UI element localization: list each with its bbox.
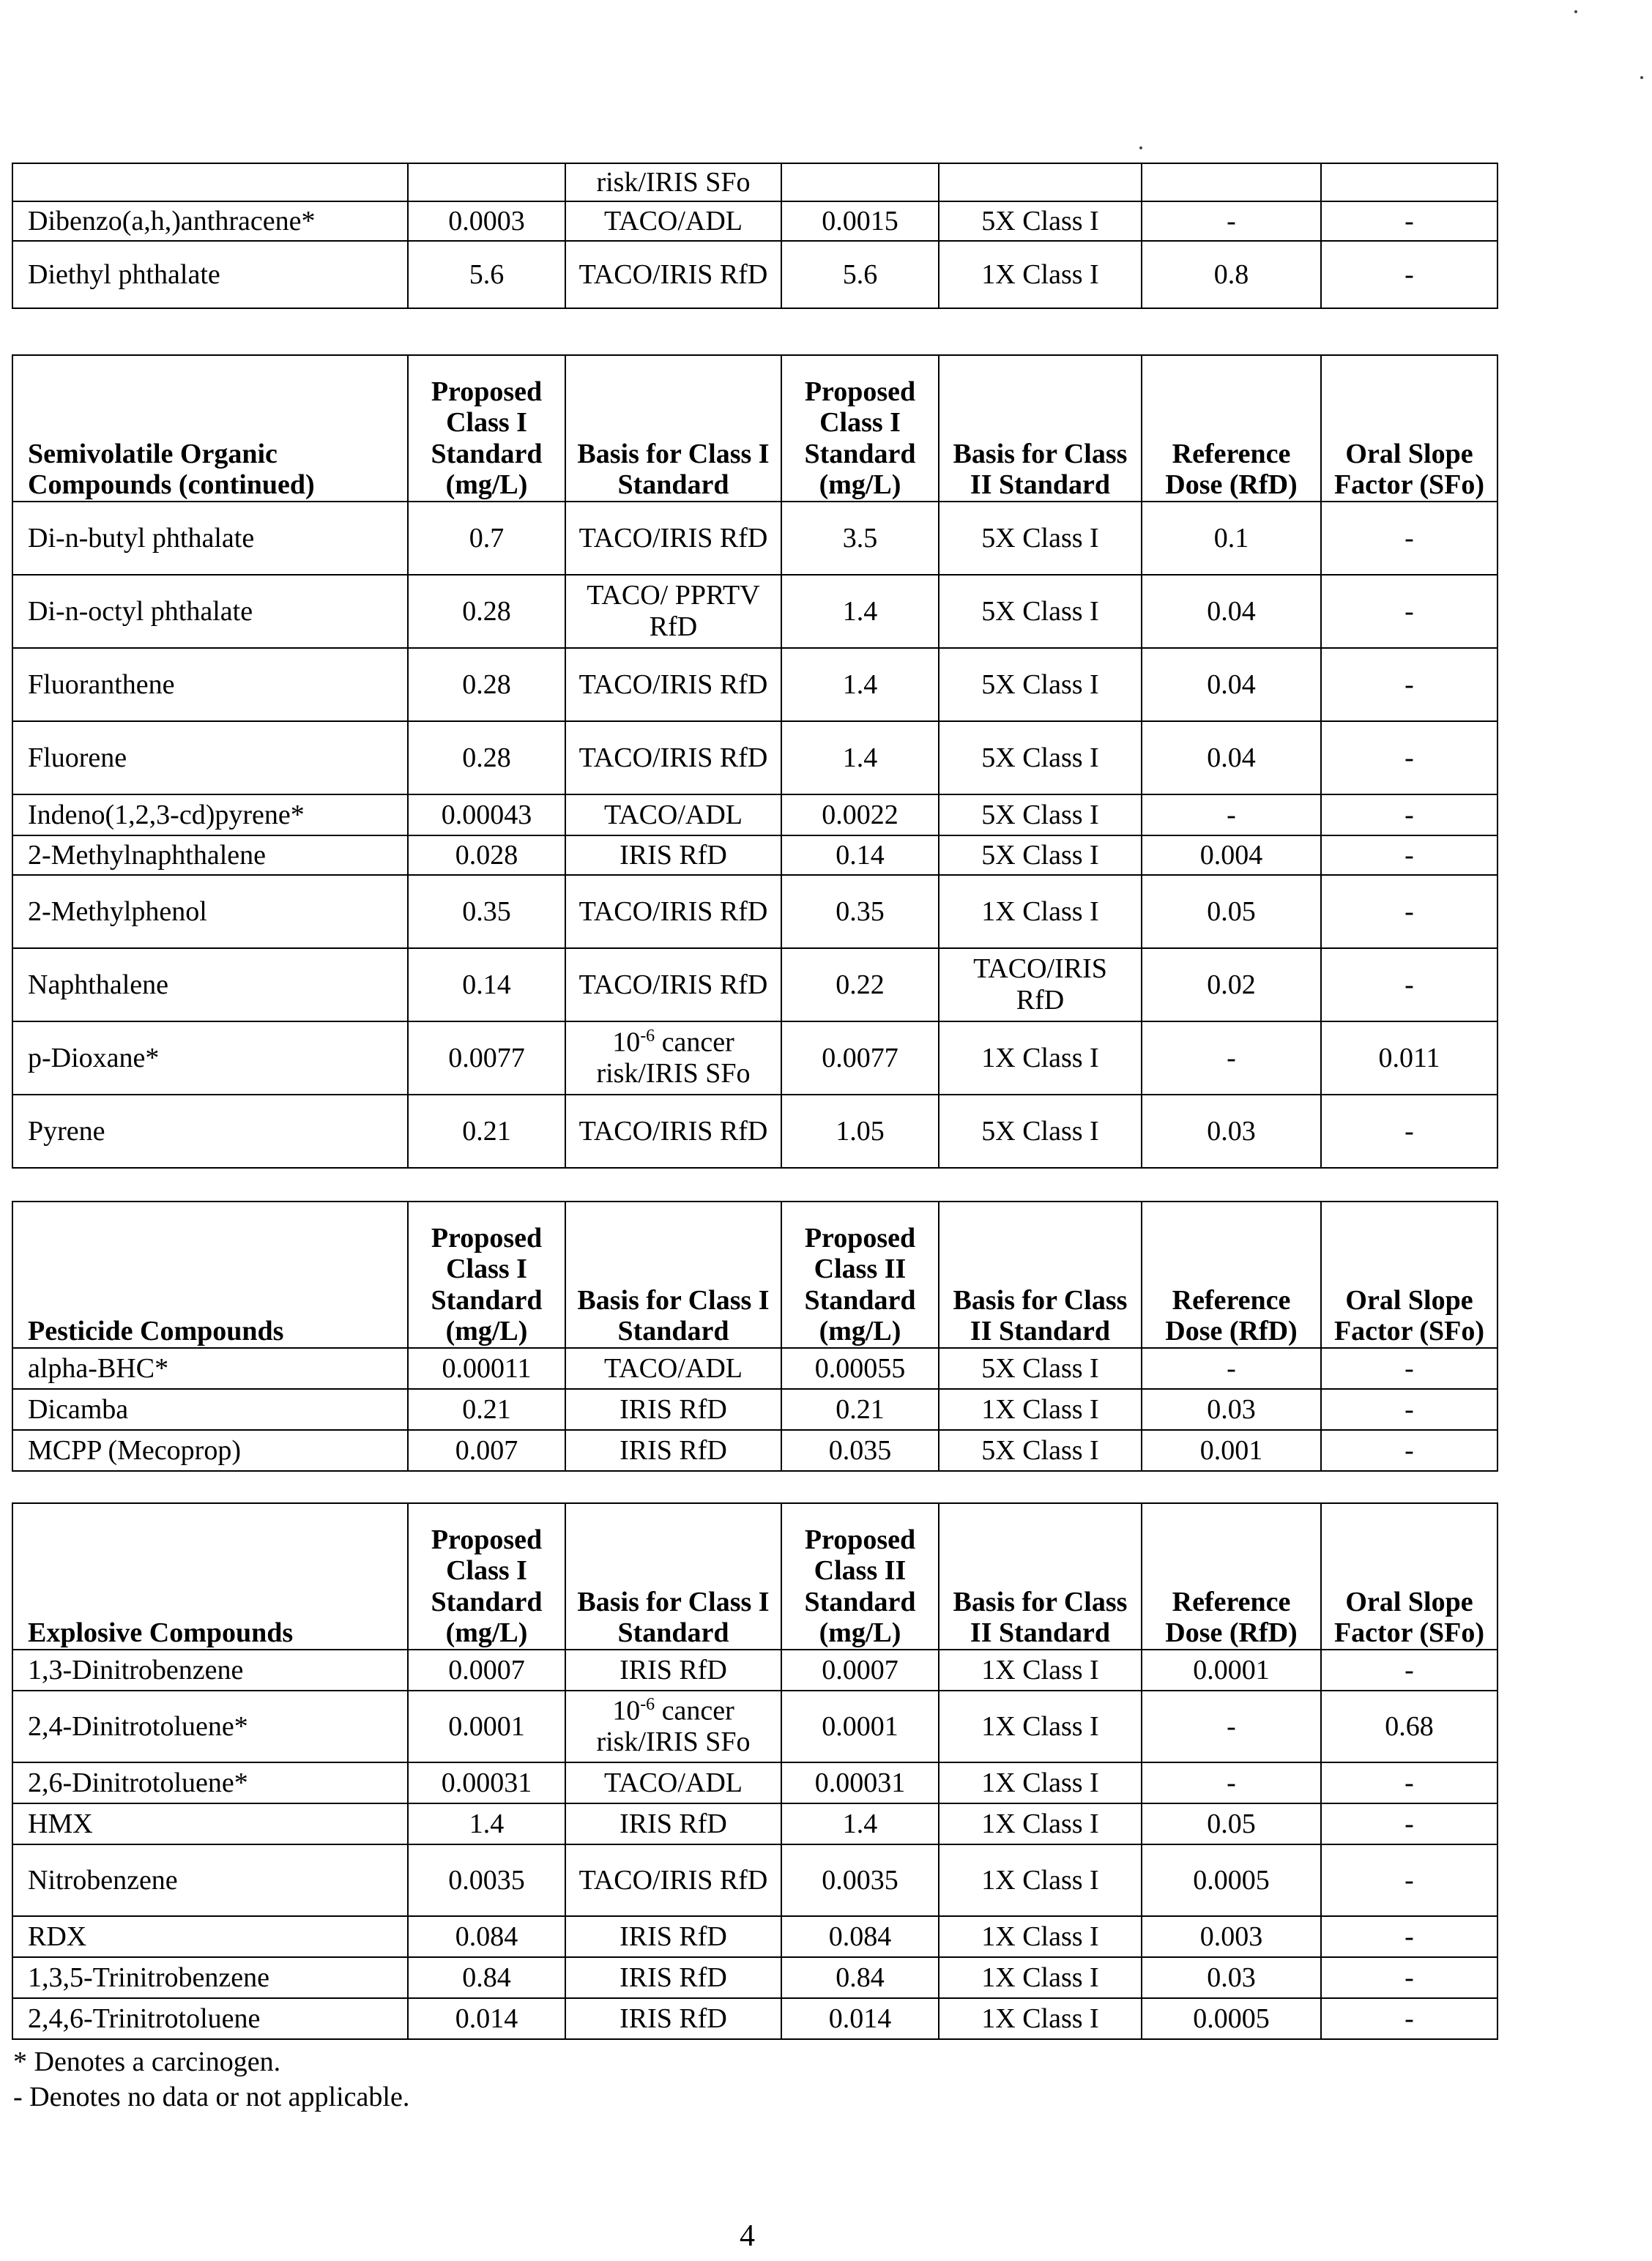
value-cell: - [1321,875,1497,948]
value-cell: 0.0005 [1142,1844,1321,1916]
value-cell [1142,163,1321,201]
semivolatile-body [12,502,1497,1168]
value-cell: 0.001 [1142,1430,1321,1471]
value-cell: IRIS RfD [565,1916,781,1957]
column-header: Proposed Class II Standard (mg/L) [781,1503,939,1650]
pesticide-compounds-table [12,1201,1498,1472]
value-cell: 0.14 [781,835,939,875]
column-header: Oral Slope Factor (SFo) [1321,1202,1497,1348]
value-cell: 5.6 [408,241,565,308]
column-header: Basis for Class I Standard [565,1202,781,1348]
compound-name-cell: Fluorene [12,721,408,794]
column-header: Basis for Class I Standard [565,355,781,502]
value-cell: 5X Class I [939,835,1142,875]
value-cell: 0.014 [408,1998,565,2039]
semivolatile-header [12,355,1497,502]
value-cell [781,163,939,201]
column-header: Reference Dose (RfD) [1142,355,1321,502]
table-row [12,575,1497,648]
table-row [12,163,1497,201]
compound-name-cell: 2,6-Dinitrotoluene* [12,1762,408,1803]
value-cell: 0.0001 [408,1691,565,1762]
value-cell: 1X Class I [939,1803,1142,1844]
table-row [12,1348,1497,1389]
compound-name-cell: 1,3,5-Trinitrobenzene [12,1957,408,1998]
value-cell: 1X Class I [939,1691,1142,1762]
value-cell: 1.4 [781,575,939,648]
compound-name-cell: Indeno(1,2,3-cd)pyrene* [12,794,408,835]
compound-name-cell: 2,4-Dinitrotoluene* [12,1691,408,1762]
top-table-body [12,163,1497,308]
value-cell: - [1142,201,1321,241]
value-cell [1321,163,1497,201]
value-cell: 0.0001 [1142,1650,1321,1691]
compound-name-cell: p-Dioxane* [12,1021,408,1095]
value-cell: 1.4 [408,1803,565,1844]
value-cell: 0.014 [781,1998,939,2039]
value-cell: - [1321,1389,1497,1430]
table-row [12,1957,1497,1998]
value-cell: 0.84 [781,1957,939,1998]
value-cell: 0.011 [1321,1021,1497,1095]
value-cell: - [1321,1957,1497,1998]
value-cell: 0.0007 [408,1650,565,1691]
column-header: Oral Slope Factor (SFo) [1321,355,1497,502]
value-cell: - [1321,575,1497,648]
value-cell: - [1321,721,1497,794]
value-cell: - [1321,201,1497,241]
value-cell: 0.028 [408,835,565,875]
table-row [12,1998,1497,2039]
value-cell: TACO/IRIS RfD [565,875,781,948]
column-header: Reference Dose (RfD) [1142,1202,1321,1348]
value-cell: 0.21 [408,1095,565,1168]
header-row [12,355,1497,502]
value-cell: 5X Class I [939,201,1142,241]
value-cell: - [1321,1348,1497,1389]
value-cell [408,163,565,201]
value-cell: 1X Class I [939,1844,1142,1916]
value-cell: $10^{-6}$ cancer risk/IRIS SFo [565,1021,781,1095]
compound-name-cell: Dicamba [12,1389,408,1430]
value-cell: 1X Class I [939,1650,1142,1691]
value-cell: IRIS RfD [565,1998,781,2039]
value-cell: 0.0007 [781,1650,939,1691]
value-cell: TACO/IRIS RfD [565,721,781,794]
value-cell: 1X Class I [939,241,1142,308]
value-cell: 0.22 [781,948,939,1021]
value-cell: 0.7 [408,502,565,575]
value-cell: 1.4 [781,648,939,721]
value-cell: IRIS RfD [565,1430,781,1471]
compound-name-cell: Pyrene [12,1095,408,1168]
value-cell: - [1321,1650,1497,1691]
value-cell: - [1321,1998,1497,2039]
value-cell: 0.21 [408,1389,565,1430]
table-row [12,794,1497,835]
column-header: Basis for Class I Standard [565,1503,781,1650]
compound-name-cell [12,163,408,201]
value-cell: - [1321,948,1497,1021]
value-cell: 0.04 [1142,721,1321,794]
value-cell: 0.0077 [781,1021,939,1095]
value-cell: 0.8 [1142,241,1321,308]
value-cell: - [1321,1916,1497,1957]
table-row [12,1430,1497,1471]
table-row [12,1916,1497,1957]
column-header: Proposed Class I Standard (mg/L) [781,355,939,502]
pesticide-body [12,1348,1497,1471]
footnote-no-data: - Denotes no data or not applicable. [13,2082,410,2112]
value-cell: 0.1 [1142,502,1321,575]
page-number: 4 [740,2219,755,2253]
table-row [12,721,1497,794]
column-header: Basis for Class II Standard [939,1503,1142,1650]
value-cell: - [1142,1762,1321,1803]
compound-name-cell: 2-Methylnaphthalene [12,835,408,875]
value-cell: - [1142,1691,1321,1762]
value-cell: IRIS RfD [565,1389,781,1430]
value-cell: 0.0022 [781,794,939,835]
value-cell: 5X Class I [939,794,1142,835]
column-header: Basis for Class II Standard [939,355,1142,502]
column-header: Proposed Class I Standard (mg/L) [408,355,565,502]
value-cell: 0.05 [1142,875,1321,948]
value-cell: - [1142,1348,1321,1389]
value-cell: 0.84 [408,1957,565,1998]
value-cell: 1.05 [781,1095,939,1168]
value-cell: 5X Class I [939,502,1142,575]
value-cell: IRIS RfD [565,835,781,875]
table-row [12,875,1497,948]
value-cell: 5X Class I [939,1095,1142,1168]
value-cell: TACO/ADL [565,1348,781,1389]
value-cell: 0.00031 [781,1762,939,1803]
table-row [12,1844,1497,1916]
compound-name-cell: Nitrobenzene [12,1844,408,1916]
pesticide-header [12,1202,1497,1348]
value-cell: 0.0035 [408,1844,565,1916]
value-cell [939,163,1142,201]
value-cell: 1X Class I [939,1021,1142,1095]
value-cell: 0.14 [408,948,565,1021]
value-cell: TACO/IRIS RfD [565,1844,781,1916]
compound-name-cell: Dibenzo(a,h,)anthracene* [12,201,408,241]
scan-speck [1640,76,1643,79]
value-cell: 0.0001 [781,1691,939,1762]
value-cell: - [1321,1803,1497,1844]
value-cell: - [1321,835,1497,875]
value-cell: - [1321,502,1497,575]
value-cell: TACO/IRIS RfD [565,502,781,575]
value-cell: 1X Class I [939,1957,1142,1998]
value-cell: $10^{-6}$ cancer risk/IRIS SFo [565,1691,781,1762]
compound-name-cell: MCPP (Mecoprop) [12,1430,408,1471]
value-cell: TACO/IRIS RfD [939,948,1142,1021]
explosive-header [12,1503,1497,1650]
value-cell: 1.4 [781,1803,939,1844]
table-row [12,1803,1497,1844]
value-cell: TACO/IRIS RfD [565,1095,781,1168]
value-cell: 0.084 [781,1916,939,1957]
column-header: Reference Dose (RfD) [1142,1503,1321,1650]
column-header: Proposed Class I Standard (mg/L) [408,1202,565,1348]
value-cell: TACO/ PPRTV RfD [565,575,781,648]
value-cell: 0.28 [408,648,565,721]
value-cell: 0.00011 [408,1348,565,1389]
table-row [12,1389,1497,1430]
value-cell: 0.00031 [408,1762,565,1803]
value-cell: 5.6 [781,241,939,308]
column-header: Explosive Compounds [12,1503,408,1650]
value-cell: TACO/ADL [565,201,781,241]
value-cell: 0.0077 [408,1021,565,1095]
compound-name-cell: Naphthalene [12,948,408,1021]
value-cell: 1X Class I [939,1389,1142,1430]
footnote-carcinogen: * Denotes a carcinogen. [13,2046,281,2077]
value-cell: - [1321,1430,1497,1471]
value-cell: TACO/ADL [565,794,781,835]
value-cell: 0.0003 [408,201,565,241]
compound-name-cell: Di-n-octyl phthalate [12,575,408,648]
value-cell: IRIS RfD [565,1957,781,1998]
value-cell: 0.00043 [408,794,565,835]
header-row [12,1503,1497,1650]
value-cell: - [1321,241,1497,308]
column-header: Proposed Class I Standard (mg/L) [408,1503,565,1650]
column-header: Basis for Class II Standard [939,1202,1142,1348]
value-cell: - [1321,1762,1497,1803]
value-cell: 0.05 [1142,1803,1321,1844]
value-cell: TACO/IRIS RfD [565,948,781,1021]
column-header: Oral Slope Factor (SFo) [1321,1503,1497,1650]
footnotes [13,2044,409,2115]
value-cell: 0.68 [1321,1691,1497,1762]
table-row [12,648,1497,721]
value-cell: 0.003 [1142,1916,1321,1957]
value-cell: 0.35 [781,875,939,948]
value-cell: IRIS RfD [565,1650,781,1691]
value-cell: 5X Class I [939,648,1142,721]
value-cell: TACO/ADL [565,1762,781,1803]
table-row [12,1095,1497,1168]
table-row [12,502,1497,575]
value-cell: IRIS RfD [565,1803,781,1844]
value-cell: - [1321,648,1497,721]
value-cell: TACO/IRIS RfD [565,648,781,721]
value-cell: - [1321,1095,1497,1168]
value-cell: - [1321,794,1497,835]
value-cell: 0.0035 [781,1844,939,1916]
value-cell: - [1321,1844,1497,1916]
compound-name-cell: 2-Methylphenol [12,875,408,948]
value-cell: 1X Class I [939,1762,1142,1803]
column-header: Pesticide Compounds [12,1202,408,1348]
value-cell: 5X Class I [939,1348,1142,1389]
table-row [12,948,1497,1021]
explosive-body [12,1650,1497,2039]
value-cell: 1.4 [781,721,939,794]
compound-name-cell: alpha-BHC* [12,1348,408,1389]
header-row [12,1202,1497,1348]
scan-speck [1574,10,1577,13]
value-cell: 0.04 [1142,575,1321,648]
compound-name-cell: Fluoranthene [12,648,408,721]
value-cell: 0.03 [1142,1389,1321,1430]
value-cell: 0.007 [408,1430,565,1471]
value-cell: 0.0015 [781,201,939,241]
table-row [12,201,1497,241]
compound-name-cell: Di-n-butyl phthalate [12,502,408,575]
compound-name-cell: 1,3-Dinitrobenzene [12,1650,408,1691]
value-cell: 0.03 [1142,1095,1321,1168]
scan-speck [1139,146,1142,149]
continued-compounds-table [12,163,1498,309]
column-header: Semivolatile Organic Compounds (continued) [12,355,408,502]
value-cell: 0.02 [1142,948,1321,1021]
value-cell: 0.04 [1142,648,1321,721]
table-row [12,1021,1497,1095]
value-cell: 0.035 [781,1430,939,1471]
value-cell: 0.28 [408,575,565,648]
value-cell: 5X Class I [939,575,1142,648]
value-cell: 5X Class I [939,1430,1142,1471]
value-cell: 0.03 [1142,1957,1321,1998]
value-cell: TACO/IRIS RfD [565,241,781,308]
compound-name-cell: HMX [12,1803,408,1844]
table-row [12,1650,1497,1691]
compound-name-cell: Diethyl phthalate [12,241,408,308]
value-cell: 0.21 [781,1389,939,1430]
value-cell: 0.35 [408,875,565,948]
table-row [12,835,1497,875]
value-cell: 3.5 [781,502,939,575]
explosive-compounds-table [12,1502,1498,2040]
value-cell: 0.0005 [1142,1998,1321,2039]
table-row [12,1691,1497,1762]
value-cell: 0.28 [408,721,565,794]
value-cell: 5X Class I [939,721,1142,794]
value-cell: 1X Class I [939,875,1142,948]
value-cell: - [1142,1021,1321,1095]
semivolatile-compounds-table [12,354,1498,1169]
value-cell: 1X Class I [939,1916,1142,1957]
column-header: Proposed Class II Standard (mg/L) [781,1202,939,1348]
table-row [12,241,1497,308]
compound-name-cell: RDX [12,1916,408,1957]
value-cell: 0.004 [1142,835,1321,875]
value-cell: risk/IRIS SFo [565,163,781,201]
compound-name-cell: 2,4,6-Trinitrotoluene [12,1998,408,2039]
value-cell: 1X Class I [939,1998,1142,2039]
table-row [12,1762,1497,1803]
value-cell: - [1142,794,1321,835]
value-cell: 0.084 [408,1916,565,1957]
value-cell: 0.00055 [781,1348,939,1389]
